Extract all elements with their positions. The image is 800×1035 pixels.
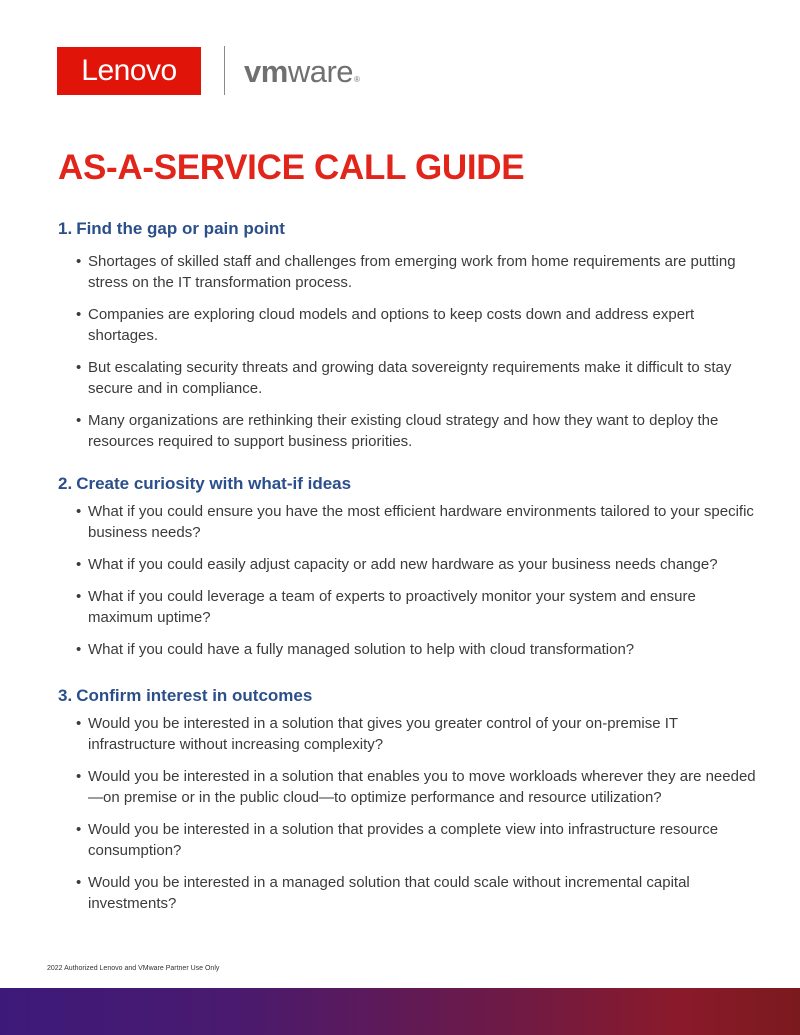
vmware-logo-vm: vm [244, 54, 288, 89]
list-item: • What if you could ensure you have the most efficient hardware environments tailored to your specific business needs? [58, 501, 758, 543]
list-item: • Would you be interested in a solution that enables you to move workloads wherever they are needed—on premise or in the public cloud—to optimize performance and resource utilization? [58, 766, 758, 808]
bullet-list [58, 501, 758, 660]
vmware-logo-ware: ware [287, 54, 354, 89]
section-number: 1. [58, 219, 73, 238]
lenovo-logo: Lenovo [57, 47, 201, 95]
footer-note: 2022 Authorized Lenovo and VMware Partner Use Only [47, 965, 220, 972]
list-item: • Would you be interested in a solution that gives you greater control of your on-premise IT infrastructure without increasing complexity? [58, 713, 758, 755]
section-number: 3. [58, 686, 73, 705]
list-item: • Would you be interested in a solution that provides a complete view into infrastructure resource consumption? [58, 819, 758, 861]
logo-divider [224, 46, 225, 95]
section-number: 2. [58, 474, 73, 493]
list-item: • Companies are exploring cloud models and options to keep costs down and address expert shortages. [58, 304, 758, 346]
page-title: AS-A-SERVICE CALL GUIDE [58, 148, 525, 187]
bullet-list [58, 251, 758, 452]
list-item: • But escalating security threats and growing data sovereignty requirements make it difficult to stay secure and in compliance. [58, 357, 758, 399]
vmware-logo [244, 54, 359, 90]
list-item: • Many organizations are rethinking their existing cloud strategy and how they want to deploy the resources required to support business priorities. [58, 410, 758, 452]
list-item: • What if you could easily adjust capacity or add new hardware as your business needs change? [58, 554, 758, 575]
section-create-curiosity [58, 474, 758, 671]
section-heading-text: Create curiosity with what-if ideas [76, 474, 352, 493]
list-item: • Shortages of skilled staff and challenges from emerging work from home requirements are putting stress on the IT transformation process. [58, 251, 758, 293]
section-confirm-interest [58, 686, 758, 925]
section-heading-text: Find the gap or pain point [76, 219, 285, 238]
section-heading [58, 474, 758, 494]
bullet-list [58, 713, 758, 914]
section-heading [58, 686, 758, 706]
list-item: • Would you be interested in a managed solution that could scale without incremental capital investments? [58, 872, 758, 914]
section-find-gap [58, 219, 758, 463]
section-heading-text: Confirm interest in outcomes [76, 686, 313, 705]
list-item: • What if you could have a fully managed solution to help with cloud transformation? [58, 639, 758, 660]
section-heading [58, 219, 758, 239]
list-item: • What if you could leverage a team of experts to proactively monitor your system and ensure maximum uptime? [58, 586, 758, 628]
vmware-logo-registered-mark: ® [354, 75, 360, 84]
footer-band [0, 988, 800, 1035]
